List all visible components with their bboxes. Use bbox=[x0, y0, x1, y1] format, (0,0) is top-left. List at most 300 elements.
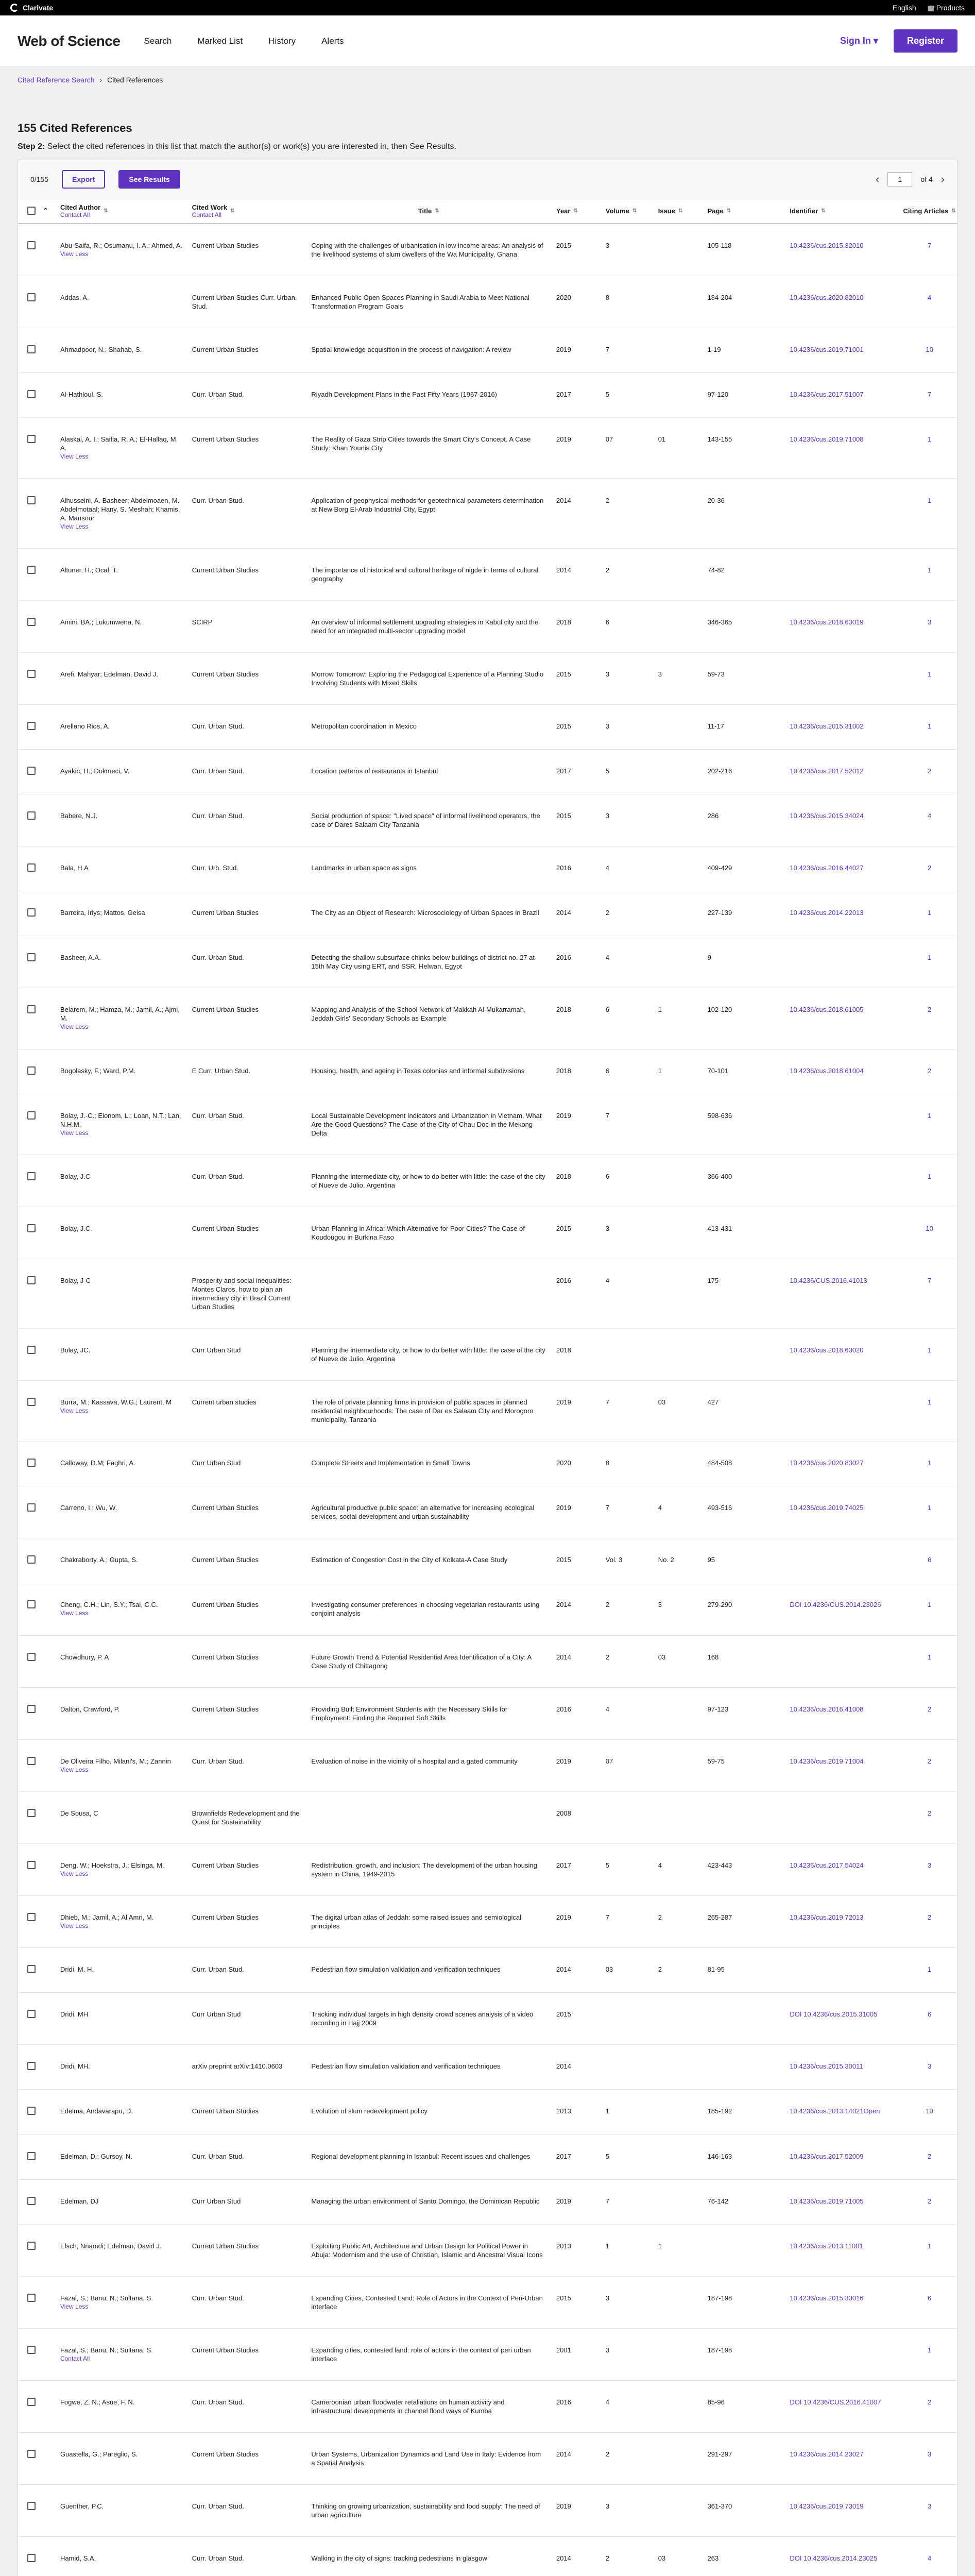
cited-year: 2017 bbox=[556, 2152, 571, 2160]
cited-year: 2018 bbox=[556, 1346, 571, 1354]
row-checkbox[interactable] bbox=[27, 722, 36, 730]
col-year[interactable]: Year ⇅ bbox=[556, 207, 578, 215]
cited-year: 2014 bbox=[556, 566, 571, 574]
row-checkbox[interactable] bbox=[27, 1705, 36, 1713]
identifier-link[interactable]: 10.4236/cus.2018.61004 bbox=[790, 1066, 864, 1075]
cited-volume: 6 bbox=[605, 1066, 610, 1075]
nav-search[interactable]: Search bbox=[144, 36, 172, 46]
identifier-link[interactable]: 10.4236/cus.2017.52012 bbox=[790, 767, 864, 775]
collapse-all-icon[interactable]: ⌃ bbox=[42, 207, 48, 214]
citing-articles-link[interactable]: 1 bbox=[927, 2242, 932, 2250]
citing-articles-link[interactable]: 3 bbox=[927, 2062, 932, 2071]
cited-page: 102-120 bbox=[707, 1006, 732, 1014]
row-checkbox[interactable] bbox=[27, 2398, 36, 2406]
cited-author: Bolay, J.C. bbox=[60, 1224, 92, 1232]
citing-articles-link[interactable]: 1 bbox=[927, 1653, 932, 1661]
table-row bbox=[18, 2277, 957, 2329]
row-checkbox[interactable] bbox=[27, 435, 36, 443]
identifier-link[interactable]: 10.4236/cus.2015.31002 bbox=[790, 722, 864, 730]
citing-articles-link[interactable]: 1 bbox=[927, 1346, 932, 1354]
cited-title: Pedestrian flow simulation validation and verification techniques bbox=[311, 2062, 501, 2071]
identifier-link[interactable]: 10.4236/cus.2019.71005 bbox=[790, 2197, 864, 2205]
table-row bbox=[18, 276, 957, 328]
identifier-link[interactable]: DOI 10.4236/CUS.2014.23026 bbox=[790, 1601, 881, 1609]
row-checkbox[interactable] bbox=[27, 1224, 36, 1232]
row-checkbox[interactable] bbox=[27, 1913, 36, 1921]
col-volume[interactable]: Volume ⇅ bbox=[605, 207, 637, 215]
identifier-link[interactable]: DOI 10.4236/CUS.2016.41007 bbox=[790, 2398, 881, 2406]
row-checkbox[interactable] bbox=[27, 2450, 36, 2458]
cited-issue: 4 bbox=[658, 1861, 662, 1869]
cited-author: Hamid, S.A. bbox=[60, 2554, 96, 2563]
cited-page: 184-204 bbox=[707, 294, 732, 302]
citing-articles-link[interactable]: 1 bbox=[927, 670, 932, 678]
cited-title: Detecting the shallow subsurface chinks below buildings of district no. 27 at 15th May City using ERT, and SSR, Helwan, Egypt bbox=[311, 954, 535, 971]
row-checkbox[interactable] bbox=[27, 1172, 36, 1180]
row-checkbox[interactable] bbox=[27, 2346, 36, 2354]
cited-author: Burra, M.; Kassava, W.G.; Laurent, M bbox=[60, 1398, 172, 1406]
identifier-link[interactable]: 10.4236/cus.2020.82010 bbox=[790, 294, 864, 302]
citing-articles-link[interactable]: 2 bbox=[927, 1705, 932, 1713]
row-checkbox[interactable] bbox=[27, 1653, 36, 1661]
clarivate-brand[interactable] bbox=[10, 4, 53, 12]
cited-work: SCIRP bbox=[192, 618, 213, 626]
cited-volume: 2 bbox=[605, 1653, 610, 1661]
identifier-link[interactable]: 10.4236/cus.2018.61005 bbox=[790, 1006, 864, 1014]
row-checkbox[interactable] bbox=[27, 1066, 36, 1075]
cited-author: Barreira, Irlys; Mattos, Geisa bbox=[60, 909, 145, 917]
identifier-link[interactable]: 10.4236/cus.2019.73019 bbox=[790, 2502, 864, 2511]
select-all-checkbox[interactable] bbox=[27, 207, 36, 215]
identifier-link[interactable]: 10.4236/cus.2017.51007 bbox=[790, 391, 864, 399]
row-checkbox[interactable] bbox=[27, 908, 36, 917]
row-checkbox[interactable] bbox=[27, 953, 36, 961]
brand-label: Clarivate bbox=[23, 4, 54, 12]
cited-title: The role of private planning firms in provision of public spaces in planned residential neighbourhoods: The case of Dar es Salaam City and Morogoro municipality, Tanzania bbox=[311, 1398, 534, 1424]
row-checkbox[interactable] bbox=[27, 241, 36, 249]
row-checkbox[interactable] bbox=[27, 566, 36, 574]
cited-page: 1-19 bbox=[707, 346, 721, 354]
cited-title: Evaluation of noise in the vicinity of a hospital and a gated community bbox=[311, 1757, 518, 1765]
cited-author: Ahmadpoor, N.; Shahab, S. bbox=[60, 346, 142, 354]
identifier-link[interactable]: 10.4236/cus.2018.63020 bbox=[790, 1346, 864, 1354]
cited-author: Bolay, J.C bbox=[60, 1172, 91, 1180]
citing-articles-link[interactable]: 1 bbox=[927, 1459, 932, 1467]
row-checkbox[interactable] bbox=[27, 767, 36, 775]
cited-work: Current Urban Studies bbox=[192, 2107, 259, 2115]
cited-work: Current Urban Studies bbox=[192, 346, 259, 354]
cited-work: Curr. Urban Stud. bbox=[192, 1111, 244, 1120]
cited-year: 2014 bbox=[556, 2062, 571, 2071]
row-checkbox[interactable] bbox=[27, 345, 36, 353]
identifier-link[interactable]: 10.4236/cus.2015.34024 bbox=[790, 812, 864, 820]
table-row bbox=[18, 1896, 957, 1948]
cited-year: 2019 bbox=[556, 346, 571, 354]
cited-work: Current Urban Studies bbox=[192, 670, 259, 678]
cited-page: 291-297 bbox=[707, 2450, 732, 2459]
cited-title: An overview of informal settlement upgrading strategies in Kabul city and the need for an integrated multi-sector upgrading model bbox=[311, 618, 539, 635]
row-checkbox[interactable] bbox=[27, 1398, 36, 1406]
cited-work: Current Urban Studies bbox=[192, 1224, 259, 1232]
cited-author: Bolay, J-C bbox=[60, 1276, 91, 1284]
products-menu[interactable]: ▦ Products bbox=[927, 3, 965, 12]
cited-volume: 3 bbox=[605, 2346, 610, 2354]
cited-volume: 1 bbox=[605, 2242, 610, 2250]
cited-issue: 1 bbox=[658, 2242, 662, 2250]
cited-work: Curr. Urban Stud. bbox=[192, 954, 244, 962]
row-checkbox[interactable] bbox=[27, 2062, 36, 2070]
table-row bbox=[18, 1948, 957, 1993]
row-checkbox[interactable] bbox=[27, 2502, 36, 2510]
cited-year: 2019 bbox=[556, 1111, 571, 1120]
identifier-link[interactable]: 10.4236/cus.2013.11001 bbox=[790, 2242, 863, 2250]
cited-volume: 3 bbox=[605, 2294, 610, 2302]
citing-articles-link[interactable]: 2 bbox=[927, 2152, 932, 2160]
identifier-link[interactable]: 10.4236/CUS.2016.41013 bbox=[790, 1276, 867, 1284]
citing-articles-link[interactable]: 1 bbox=[927, 954, 932, 962]
grid-icon: ▦ bbox=[927, 3, 936, 12]
cited-volume: 2 bbox=[605, 496, 610, 504]
cited-volume: 7 bbox=[605, 1913, 610, 1922]
citing-articles-link[interactable]: 1 bbox=[927, 566, 932, 574]
row-checkbox[interactable] bbox=[27, 1276, 36, 1284]
cited-page: 59-73 bbox=[707, 670, 725, 678]
cited-page: 265-287 bbox=[707, 1913, 732, 1922]
chevron-right-icon: › bbox=[99, 76, 102, 84]
citing-articles-link[interactable]: 2 bbox=[927, 1066, 932, 1075]
view-less-link[interactable]: View Less bbox=[60, 1766, 89, 1773]
table-row bbox=[18, 479, 957, 548]
citing-articles-link[interactable]: 3 bbox=[927, 2450, 932, 2459]
cited-volume: 3 bbox=[605, 1224, 610, 1232]
citing-articles-link[interactable]: 7 bbox=[927, 242, 932, 250]
cited-year: 2015 bbox=[556, 2010, 571, 2019]
table-row bbox=[18, 224, 957, 276]
identifier-link[interactable]: 10.4236/cus.2016.41008 bbox=[790, 1705, 864, 1713]
cited-volume: 6 bbox=[605, 1172, 610, 1180]
cited-volume: 03 bbox=[605, 1965, 613, 1974]
cited-page: 143-155 bbox=[707, 435, 732, 444]
cited-author: Abu-Saifa, R.; Osumanu, I. A.; Ahmed, A. bbox=[60, 242, 182, 250]
citing-articles-link[interactable]: 3 bbox=[927, 618, 932, 626]
citing-articles-link[interactable]: 10 bbox=[926, 1224, 933, 1232]
citing-articles-link[interactable]: 6 bbox=[927, 2294, 932, 2302]
citing-articles-link[interactable]: 2 bbox=[927, 2398, 932, 2406]
row-checkbox[interactable] bbox=[27, 618, 36, 626]
table-row bbox=[18, 988, 957, 1049]
identifier-link[interactable]: 10.4236/cus.2015.30011 bbox=[790, 2062, 863, 2071]
cited-page: 146-163 bbox=[707, 2152, 732, 2160]
table-row bbox=[18, 1792, 957, 1844]
view-less-link[interactable]: View Less bbox=[60, 1922, 89, 1930]
identifier-link[interactable]: 10.4236/cus.2014.22013 bbox=[790, 909, 864, 917]
identifier-link[interactable]: 10.4236/cus.2015.33016 bbox=[790, 2294, 864, 2302]
cited-volume: 8 bbox=[605, 1459, 610, 1467]
cited-year: 2016 bbox=[556, 2398, 571, 2406]
citing-articles-link[interactable]: 6 bbox=[927, 1556, 932, 1564]
table-row bbox=[18, 1329, 957, 1381]
cited-page: 97-120 bbox=[707, 391, 729, 399]
citing-articles-link[interactable]: 6 bbox=[927, 2010, 932, 2019]
cited-volume: 2 bbox=[605, 909, 610, 917]
table-row bbox=[18, 373, 957, 418]
cited-volume: 5 bbox=[605, 1861, 610, 1869]
row-checkbox[interactable] bbox=[27, 2010, 36, 2018]
citing-articles-link[interactable]: 1 bbox=[927, 1504, 932, 1512]
identifier-link[interactable]: 10.4236/cus.2017.52009 bbox=[790, 2152, 864, 2160]
col-cited-work[interactable]: Cited Work Contact All ⇅ bbox=[192, 203, 235, 218]
cited-author: Deng, W.; Hoekstra, J.; Elsinga, M. bbox=[60, 1861, 164, 1869]
export-button[interactable]: Export bbox=[62, 170, 105, 189]
citing-articles-link[interactable]: 4 bbox=[927, 2554, 932, 2563]
cited-issue: 03 bbox=[658, 1398, 666, 1406]
table-row bbox=[18, 846, 957, 891]
cited-volume: 07 bbox=[605, 1757, 613, 1765]
cited-work: Curr. Urban Stud. bbox=[192, 767, 244, 775]
citing-articles-link[interactable]: 2 bbox=[927, 864, 932, 872]
view-less-link[interactable]: View Less bbox=[60, 250, 89, 258]
view-less-link[interactable]: Contact All bbox=[60, 2354, 90, 2362]
row-checkbox[interactable] bbox=[27, 2294, 36, 2302]
row-checkbox[interactable] bbox=[27, 1809, 36, 1817]
view-less-link[interactable]: View Less bbox=[60, 1609, 89, 1617]
citing-articles-link[interactable]: 2 bbox=[927, 2197, 932, 2205]
results-table-body bbox=[18, 224, 957, 2576]
row-checkbox[interactable] bbox=[27, 1600, 36, 1608]
col-citing-articles[interactable]: Citing Articles ⇅ bbox=[903, 207, 956, 215]
cited-title: Social production of space: "Lived space" of informal livelihood operators, the case of Dares Salaam City Tanzania bbox=[311, 812, 540, 829]
prev-page-icon[interactable]: ‹ bbox=[875, 172, 880, 185]
identifier-link[interactable]: DOI 10.4236/cus.2014.23025 bbox=[790, 2554, 878, 2563]
contact-all-works-link[interactable]: Contact All bbox=[192, 211, 222, 218]
cited-page: 81-95 bbox=[707, 1965, 725, 1974]
cited-author: Fogwe, Z. N.; Asue, F. N. bbox=[60, 2398, 135, 2406]
row-checkbox[interactable] bbox=[27, 670, 36, 678]
identifier-link[interactable]: 10.4236/cus.2017.54024 bbox=[790, 1861, 864, 1869]
cited-work: Current Urban Studies bbox=[192, 1601, 259, 1609]
cited-year: 2020 bbox=[556, 294, 571, 302]
col-title[interactable]: Title ⇅ bbox=[418, 207, 439, 215]
nav-history[interactable]: History bbox=[268, 36, 296, 46]
citing-articles-link[interactable]: 2 bbox=[927, 1757, 932, 1765]
cited-author: Basheer, A.A. bbox=[60, 954, 101, 962]
row-checkbox[interactable] bbox=[27, 2197, 36, 2205]
sign-in-button[interactable]: Sign In ▾ bbox=[840, 36, 878, 46]
table-row bbox=[18, 1636, 957, 1688]
page-input[interactable]: 1 bbox=[887, 172, 912, 187]
cited-title: Location patterns of restaurants in Istanbul bbox=[311, 767, 438, 775]
cited-issue: 3 bbox=[658, 670, 662, 678]
cited-author: Guastella, G.; Pareglio, S. bbox=[60, 2450, 138, 2459]
identifier-link[interactable]: 10.4236/cus.2015.32010 bbox=[790, 242, 864, 250]
view-less-link[interactable]: View Less bbox=[60, 453, 89, 461]
citing-articles-link[interactable]: 1 bbox=[927, 1965, 932, 1974]
cited-page: 423-443 bbox=[707, 1861, 732, 1869]
row-checkbox[interactable] bbox=[27, 2107, 36, 2115]
view-less-link[interactable]: View Less bbox=[60, 1023, 89, 1031]
cited-page: 20-36 bbox=[707, 496, 725, 504]
contact-all-authors-link[interactable]: Contact All bbox=[60, 211, 90, 218]
view-less-link[interactable]: View Less bbox=[60, 1129, 89, 1137]
cited-author: Arefi, Mahyar; Edelman, David J. bbox=[60, 670, 158, 678]
cited-year: 2017 bbox=[556, 391, 571, 399]
cited-title: Coping with the challenges of urbanisation in low income areas: An analysis of the livelihood systems of slum dwellers of the Wa Municipality, Ghana bbox=[311, 242, 543, 259]
identifier-link[interactable]: 10.4236/cus.2019.74025 bbox=[790, 1504, 864, 1512]
row-checkbox[interactable] bbox=[27, 293, 36, 301]
citing-articles-link[interactable]: 7 bbox=[927, 391, 932, 399]
language-selector[interactable]: English bbox=[892, 4, 916, 12]
cited-year: 2015 bbox=[556, 722, 571, 730]
citing-articles-link[interactable]: 2 bbox=[927, 1913, 932, 1922]
row-checkbox[interactable] bbox=[27, 2152, 36, 2160]
cited-author: Dalton, Crawford, P. bbox=[60, 1705, 120, 1713]
row-checkbox[interactable] bbox=[27, 2242, 36, 2250]
citing-articles-link[interactable]: 7 bbox=[927, 1276, 932, 1284]
citing-articles-link[interactable]: 1 bbox=[927, 2346, 932, 2354]
cited-volume: 3 bbox=[605, 812, 610, 820]
cited-author: Al-Hathloul, S. bbox=[60, 391, 104, 399]
row-checkbox[interactable] bbox=[27, 1503, 36, 1512]
row-checkbox[interactable] bbox=[27, 1346, 36, 1354]
citing-articles-link[interactable]: 3 bbox=[927, 1861, 932, 1869]
cited-title: Agricultural productive public space: an alternative for increasing ecological services, social development and urban sustainability bbox=[311, 1504, 535, 1521]
identifier-link[interactable]: 10.4236/cus.2019.71001 bbox=[790, 346, 864, 354]
citing-articles-link[interactable]: 1 bbox=[927, 1172, 932, 1180]
table-row bbox=[18, 891, 957, 936]
cited-volume: 5 bbox=[605, 767, 610, 775]
cited-volume: 2 bbox=[605, 2450, 610, 2459]
view-less-link[interactable]: View Less bbox=[60, 1407, 89, 1415]
view-less-link[interactable]: View Less bbox=[60, 1870, 89, 1877]
row-checkbox[interactable] bbox=[27, 496, 36, 504]
col-page[interactable]: Page ⇅ bbox=[707, 207, 731, 215]
cited-author: De Oliveira Filho, Milani's, M.; Zannin bbox=[60, 1757, 171, 1765]
row-checkbox[interactable] bbox=[27, 390, 36, 398]
next-page-icon[interactable]: › bbox=[940, 172, 945, 185]
view-less-link[interactable]: View Less bbox=[60, 2302, 89, 2310]
identifier-link[interactable]: DOI 10.4236/cus.2015.31005 bbox=[790, 2010, 878, 2019]
col-identifier[interactable]: Identifier ⇅ bbox=[790, 207, 826, 215]
sort-icon: ⇅ bbox=[230, 208, 235, 214]
cited-author: Bogolasky, F.; Ward, P.M. bbox=[60, 1066, 136, 1075]
citing-articles-link[interactable]: 4 bbox=[927, 812, 932, 820]
cited-volume: 3 bbox=[605, 722, 610, 730]
col-issue[interactable]: Issue ⇅ bbox=[658, 207, 683, 215]
row-checkbox[interactable] bbox=[27, 1965, 36, 1973]
cited-title: Expanding cities, contested land: role of actors in the context of peri urban interface bbox=[311, 2346, 531, 2363]
row-checkbox[interactable] bbox=[27, 1555, 36, 1564]
cited-work: Curr. Urban Stud. bbox=[192, 2554, 244, 2563]
nav-marked-list[interactable]: Marked List bbox=[197, 36, 243, 46]
identifier-link[interactable]: 10.4236/cus.2019.72013 bbox=[790, 1913, 864, 1922]
cited-author: Carreno, I.; Wu, W. bbox=[60, 1504, 117, 1512]
row-checkbox[interactable] bbox=[27, 863, 36, 872]
citing-articles-link[interactable]: 2 bbox=[927, 767, 932, 775]
breadcrumb-parent[interactable]: Cited Reference Search bbox=[18, 76, 95, 84]
cited-volume: 4 bbox=[605, 954, 610, 962]
cited-author: Dridi, MH bbox=[60, 2010, 89, 2019]
row-checkbox[interactable] bbox=[27, 811, 36, 820]
cited-volume: 4 bbox=[605, 1276, 610, 1284]
cited-year: 2015 bbox=[556, 812, 571, 820]
cited-year: 2013 bbox=[556, 2107, 571, 2115]
cited-work: Current Urban Studies bbox=[192, 1861, 259, 1869]
cited-issue: 2 bbox=[658, 1913, 662, 1922]
cited-volume: 8 bbox=[605, 294, 610, 302]
row-checkbox[interactable] bbox=[27, 1005, 36, 1013]
cited-year: 2014 bbox=[556, 1601, 571, 1609]
cited-issue: 1 bbox=[658, 1066, 662, 1075]
cited-author: Dridi, M. H. bbox=[60, 1965, 94, 1974]
cited-year: 2014 bbox=[556, 909, 571, 917]
identifier-link[interactable]: 10.4236/cus.2016.44027 bbox=[790, 864, 864, 872]
cited-year: 2018 bbox=[556, 1172, 571, 1180]
identifier-link[interactable]: 10.4236/cus.2020.83027 bbox=[790, 1459, 864, 1467]
view-less-link[interactable]: View Less bbox=[60, 522, 89, 530]
row-checkbox[interactable] bbox=[27, 1459, 36, 1467]
cited-work: Curr. Urban Stud. bbox=[192, 2398, 244, 2406]
row-checkbox[interactable] bbox=[27, 1861, 36, 1869]
cited-page: 95 bbox=[707, 1556, 715, 1564]
cited-work: Current Urban Studies bbox=[192, 1504, 259, 1512]
see-results-button[interactable]: See Results bbox=[118, 170, 180, 189]
citing-articles-link[interactable]: 2 bbox=[927, 1809, 932, 1817]
cited-title: Tracking individual targets in high density crowd scenes analysis of a video recording in Hajj 2009 bbox=[311, 2010, 534, 2027]
cited-title: Exploiting Public Art, Architecture and Urban Design for Political Power in Abuja: Modernism and the use of Christian, Islamic and Ancestral Visual Icons bbox=[311, 2242, 543, 2259]
citing-articles-link[interactable]: 1 bbox=[927, 496, 932, 504]
nav-alerts[interactable]: Alerts bbox=[321, 36, 344, 46]
col-cited-author[interactable]: Cited Author Contact All ⇅ bbox=[60, 203, 108, 218]
step-instructions: Step 2: Select the cited references in this list that match the author(s) or work(s) you are interested in, then See Results. bbox=[18, 142, 456, 151]
citing-articles-link[interactable]: 1 bbox=[927, 435, 932, 444]
cited-page: 168 bbox=[707, 1653, 719, 1661]
citing-articles-link[interactable]: 10 bbox=[926, 346, 933, 354]
citing-articles-link[interactable]: 1 bbox=[927, 1601, 932, 1609]
cited-author: Ayakic, H.; Dokmeci, V. bbox=[60, 767, 130, 775]
register-button[interactable]: Register bbox=[894, 29, 957, 53]
citing-articles-link[interactable]: 4 bbox=[927, 294, 932, 302]
cited-author: Dhieb, M.; Jamil, A.; Al Amri, M. bbox=[60, 1913, 154, 1922]
citing-articles-link[interactable]: 3 bbox=[927, 2502, 932, 2511]
table-row bbox=[18, 549, 957, 601]
citing-articles-link[interactable]: 1 bbox=[927, 1398, 932, 1406]
row-checkbox[interactable] bbox=[27, 1111, 36, 1120]
cited-volume: 5 bbox=[605, 391, 610, 399]
identifier-link[interactable]: 10.4236/cus.2019.71008 bbox=[790, 435, 864, 444]
citing-articles-link[interactable]: 1 bbox=[927, 722, 932, 730]
cited-work: Curr. Urban Stud. bbox=[192, 391, 244, 399]
cited-title: Metropolitan coordination in Mexico bbox=[311, 722, 417, 730]
cited-volume: 5 bbox=[605, 2152, 610, 2160]
citing-articles-link[interactable]: 2 bbox=[927, 1006, 932, 1014]
identifier-link[interactable]: 10.4236/cus.2013.14021Open bbox=[790, 2107, 880, 2115]
identifier-link[interactable]: 10.4236/cus.2019.71004 bbox=[790, 1757, 864, 1765]
cited-work: Current Urban Studies bbox=[192, 2242, 259, 2250]
cited-title: Estimation of Congestion Cost in the City of Kolkata-A Case Study bbox=[311, 1556, 508, 1564]
product-title[interactable]: Web of Science bbox=[18, 32, 121, 49]
citing-articles-link[interactable]: 10 bbox=[926, 2107, 933, 2115]
identifier-link[interactable]: 10.4236/cus.2018.63019 bbox=[790, 618, 864, 626]
table-row bbox=[18, 1993, 957, 2045]
cited-work: Curr Urban Stud bbox=[192, 2010, 241, 2019]
row-checkbox[interactable] bbox=[27, 2554, 36, 2562]
identifier-link[interactable]: 10.4236/cus.2014.23027 bbox=[790, 2450, 864, 2459]
citing-articles-link[interactable]: 1 bbox=[927, 1111, 932, 1120]
row-checkbox[interactable] bbox=[27, 1757, 36, 1765]
cited-volume: 7 bbox=[605, 1398, 610, 1406]
citing-articles-link[interactable]: 1 bbox=[927, 909, 932, 917]
cited-title: Planning the intermediate city, or how to do better with little: the case of the city of Nueve de Julio, Argentina bbox=[311, 1172, 545, 1189]
